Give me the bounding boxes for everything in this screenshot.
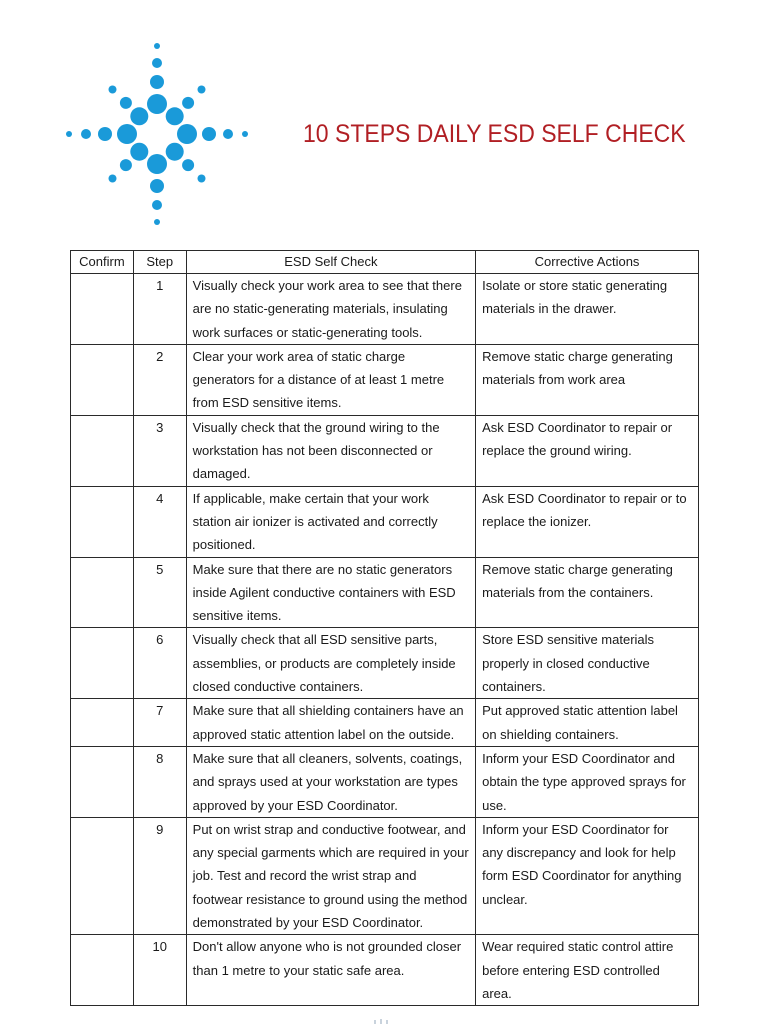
confirm-cell[interactable] bbox=[71, 746, 134, 817]
step-cell: 8 bbox=[133, 746, 186, 817]
step-cell: 3 bbox=[133, 415, 186, 486]
step-cell: 9 bbox=[133, 817, 186, 934]
confirm-cell[interactable] bbox=[71, 274, 134, 345]
esd-check-cell: Visually check that all ESD sensitive parts, assemblies, or products are completely inside closed conductive containers. bbox=[186, 628, 475, 699]
confirm-cell[interactable] bbox=[71, 699, 134, 747]
corrective-action-cell: Put approved static attention label on shielding containers. bbox=[476, 699, 699, 747]
esd-check-cell: Visually check your work area to see that there are no static-generating materials, insulating work surfaces or static-generating tools. bbox=[186, 274, 475, 345]
step-cell: 4 bbox=[133, 486, 186, 557]
agilent-spark-icon bbox=[60, 38, 256, 230]
table-row bbox=[71, 486, 699, 557]
table-row bbox=[71, 415, 699, 486]
table-row bbox=[71, 746, 699, 817]
esd-check-cell: Clear your work area of static charge generators for a distance of at least 1 metre from ESD sensitive items. bbox=[186, 344, 475, 415]
table-row bbox=[71, 817, 699, 934]
confirm-cell[interactable] bbox=[71, 415, 134, 486]
esd-check-cell: Visually check that the ground wiring to the workstation has not been disconnected or damaged. bbox=[186, 415, 475, 486]
esd-check-cell: Make sure that all cleaners, solvents, coatings, and sprays used at your workstation are types approved by your ESD Coordinator. bbox=[186, 746, 475, 817]
corrective-action-cell: Remove static charge generating materials from work area bbox=[476, 344, 699, 415]
corrective-action-cell: Inform your ESD Coordinator and obtain the type approved sprays for use. bbox=[476, 746, 699, 817]
corrective-action-cell: Wear required static control attire before entering ESD controlled area. bbox=[476, 935, 699, 1006]
page-title: 10 STEPS DAILY ESD SELF CHECK bbox=[303, 120, 686, 148]
esd-check-cell: Make sure that all shielding containers have an approved static attention label on the outside. bbox=[186, 699, 475, 747]
confirm-cell[interactable] bbox=[71, 344, 134, 415]
step-cell: 5 bbox=[133, 557, 186, 628]
header-step: Step bbox=[133, 251, 186, 274]
corrective-action-cell: Isolate or store static generating materials in the drawer. bbox=[476, 274, 699, 345]
footer-mark bbox=[368, 1014, 408, 1024]
esd-check-cell: Make sure that there are no static generators inside Agilent conductive containers with ESD sensitive items. bbox=[186, 557, 475, 628]
corrective-action-cell: Inform your ESD Coordinator for any discrepancy and look for help form ESD Coordinator for anything unclear. bbox=[476, 817, 699, 934]
table-row bbox=[71, 935, 699, 1006]
header-confirm: Confirm bbox=[71, 251, 134, 274]
step-cell: 6 bbox=[133, 628, 186, 699]
corrective-action-cell: Ask ESD Coordinator to repair or replace the ground wiring. bbox=[476, 415, 699, 486]
table-row bbox=[71, 699, 699, 747]
header-corrective-actions: Corrective Actions bbox=[476, 251, 699, 274]
table-header-row bbox=[71, 251, 699, 274]
esd-check-cell: If applicable, make certain that your work station air ionizer is activated and correctly positioned. bbox=[186, 486, 475, 557]
table-row bbox=[71, 628, 699, 699]
confirm-cell[interactable] bbox=[71, 486, 134, 557]
confirm-cell[interactable] bbox=[71, 817, 134, 934]
table-row bbox=[71, 344, 699, 415]
step-cell: 2 bbox=[133, 344, 186, 415]
table-row bbox=[71, 557, 699, 628]
table-row bbox=[71, 274, 699, 345]
confirm-cell[interactable] bbox=[71, 557, 134, 628]
corrective-action-cell: Ask ESD Coordinator to repair or to replace the ionizer. bbox=[476, 486, 699, 557]
confirm-cell[interactable] bbox=[71, 935, 134, 1006]
esd-check-table bbox=[70, 250, 699, 1006]
esd-check-cell: Put on wrist strap and conductive footwear, and any special garments which are required in your job. Test and record the wrist strap and footwear resistance to ground using the method demonstrated by your ESD Coordinator. bbox=[186, 817, 475, 934]
header-esd-self-check: ESD Self Check bbox=[186, 251, 475, 274]
corrective-action-cell: Store ESD sensitive materials properly in closed conductive containers. bbox=[476, 628, 699, 699]
step-cell: 7 bbox=[133, 699, 186, 747]
step-cell: 1 bbox=[133, 274, 186, 345]
confirm-cell[interactable] bbox=[71, 628, 134, 699]
step-cell: 10 bbox=[133, 935, 186, 1006]
esd-check-cell: Don't allow anyone who is not grounded closer than 1 metre to your static safe area. bbox=[186, 935, 475, 1006]
corrective-action-cell: Remove static charge generating materials from the containers. bbox=[476, 557, 699, 628]
